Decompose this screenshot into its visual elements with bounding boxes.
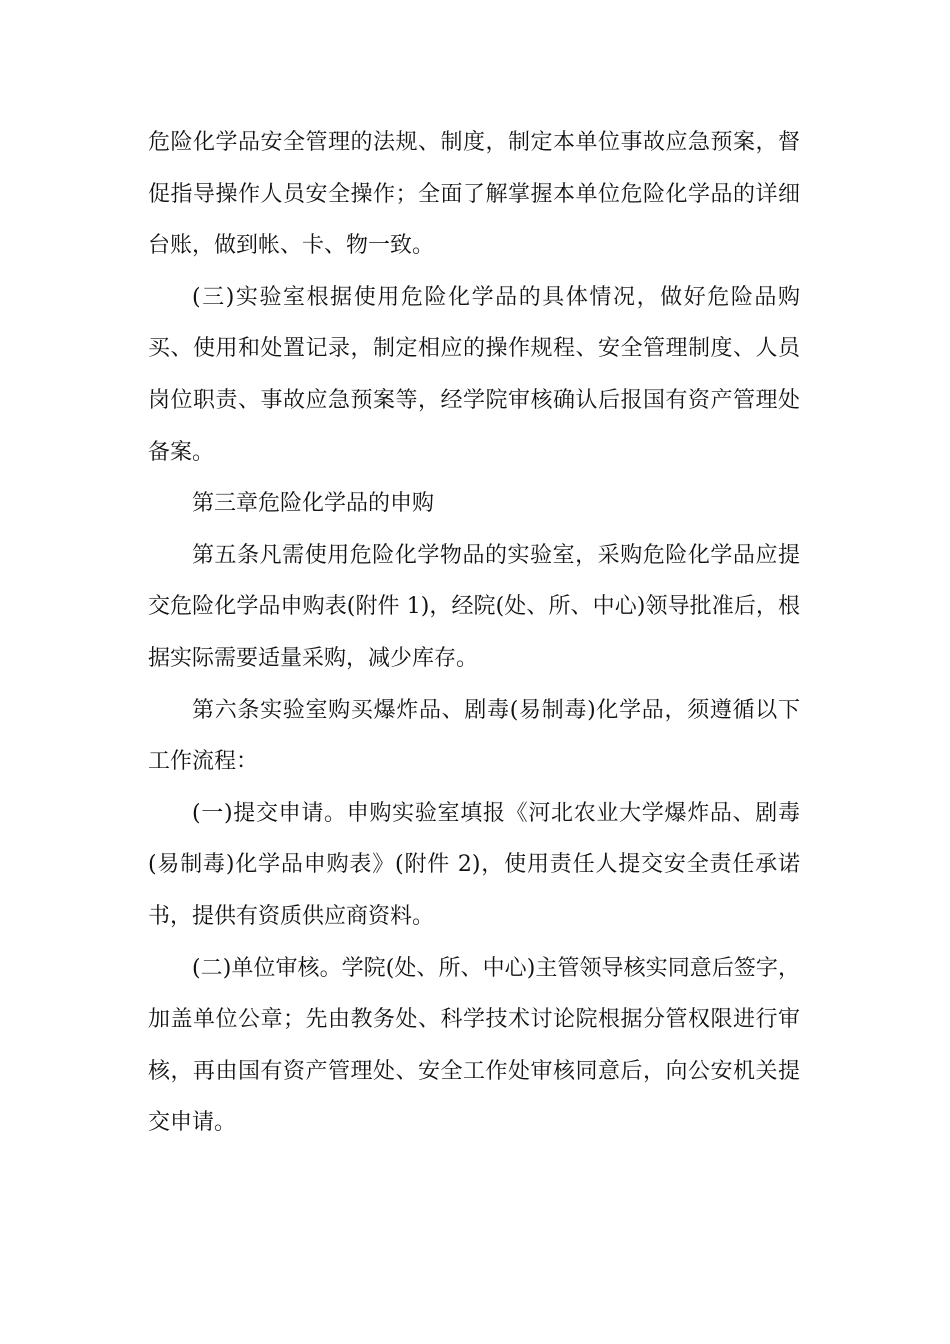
paragraph-responsibilities-continued <box>148 117 800 272</box>
text-line: (三)实验室根据使用危险化学品的具体情况，做好危险品购 <box>192 284 800 310</box>
text-line: 加盖单位公章；先由教务处、科学技术讨论院根据分管权限进行审 <box>148 1007 800 1033</box>
text-line: 台账，做到帐、卡、物一致。 <box>148 233 435 259</box>
text-line: 核，再由国有资产管理处、安全工作处审核同意后，向公安机关提 <box>148 1058 800 1084</box>
text-line: 交危险化学品申购表(附件 1)，经院(处、所、中心)领导批准后，根 <box>148 594 800 620</box>
text-line: (二)单位审核。学院(处、所、中心)主管领导核实同意后签字， <box>192 955 800 981</box>
text-line: 促指导操作人员安全操作；全面了解掌握本单位危险化学品的详细 <box>148 181 800 207</box>
text-line: 工作流程： <box>148 749 259 775</box>
text-line: 岗位职责、事故应急预案等，经学院审核确认后报国有资产管理处 <box>148 387 800 413</box>
text-line: 备案。 <box>148 439 215 465</box>
paragraph-article-6 <box>148 685 800 788</box>
chapter-heading <box>148 478 800 530</box>
text-line: 第六条实验室购买爆炸品、剧毒(易制毒)化学品，须遵循以下 <box>192 697 800 723</box>
text-line: 买、使用和处置记录，制定相应的操作规程、安全管理制度、人员 <box>148 336 800 362</box>
text-line: 书，提供有资质供应商资料。 <box>148 903 435 929</box>
text-line: (易制毒)化学品申购表》(附件 2)，使用责任人提交安全责任承诺 <box>148 852 800 878</box>
paragraph-article-5 <box>148 530 800 685</box>
paragraph-lab-records <box>148 272 800 478</box>
document-body <box>148 117 800 1149</box>
paragraph-unit-review <box>148 943 800 1149</box>
text-line: (一)提交申请。申购实验室填报《河北农业大学爆炸品、剧毒 <box>192 800 800 826</box>
text-line: 第五条凡需使用危险化学物品的实验室，采购危险化学品应提 <box>192 542 800 568</box>
text-line: 交申请。 <box>148 1110 237 1136</box>
text-line: 据实际需要适量采购，减少库存。 <box>148 645 479 671</box>
paragraph-submit-application <box>148 788 800 943</box>
text-line: 危险化学品安全管理的法规、制度，制定本单位事故应急预案，督 <box>148 130 800 155</box>
chapter-title: 第三章危险化学品的申购 <box>192 491 435 517</box>
